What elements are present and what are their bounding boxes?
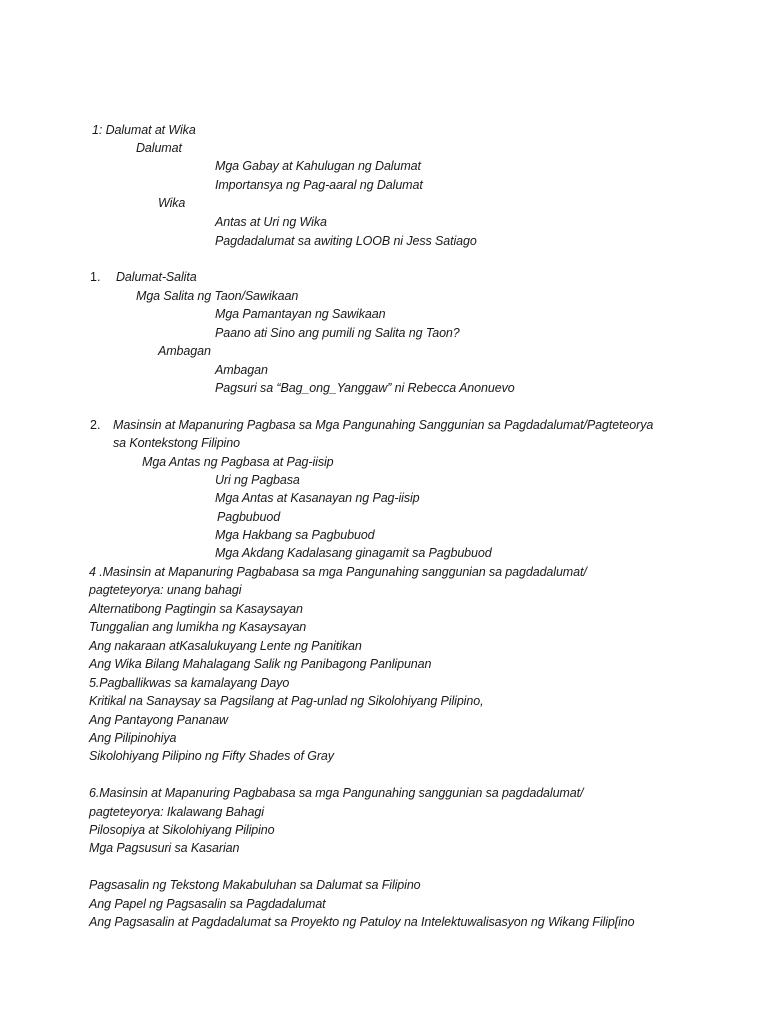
section-heading-cont: sa Kontekstong Filipino — [113, 436, 240, 450]
section-1-heading: 1: Dalumat at Wika — [92, 123, 196, 137]
section-heading: 4 .Masinsin at Mapanuring Pagbabasa sa mga Pangunahing sanggunian sa pagdadalumat/ — [89, 565, 587, 579]
topic-line: Mga Pagsusuri sa Kasarian — [89, 841, 240, 855]
topic-line: Ang Pantayong Pananaw — [89, 713, 228, 727]
subtopic-line: Pagsuri sa “Bag_ong_Yanggaw” ni Rebecca Anonuevo — [215, 381, 515, 395]
subtopic-line: Pagdadalumat sa awiting LOOB ni Jess Satiago — [215, 234, 477, 248]
topic-line: Ang Wika Bilang Mahalagang Salik ng Panibagong Panlipunan — [89, 657, 432, 671]
topic-dalumat: Dalumat — [136, 141, 182, 155]
topic-line: Ang nakaraan atKasalukuyang Lente ng Panitikan — [89, 639, 362, 653]
section-heading: Masinsin at Mapanuring Pagbasa sa Mga Pangunahing Sanggunian sa Pagdadalumat/Pagteteorya — [113, 418, 654, 432]
subtopic-line: Antas at Uri ng Wika — [215, 215, 327, 229]
topic-line: Ang Pilipinohiya — [89, 731, 177, 745]
subtopic-line: Mga Antas at Kasanayan ng Pag-iisip — [215, 491, 420, 505]
subtopic-line: Mga Pamantayan ng Sawikaan — [215, 307, 386, 321]
subtopic-line: Mga Gabay at Kahulugan ng Dalumat — [215, 159, 421, 173]
section-heading-cont: pagteteyorya: unang bahagi — [89, 583, 242, 597]
topic-line: Sikolohiyang Pilipino ng Fifty Shades of Gray — [89, 749, 334, 763]
topic-line: Tunggalian ang lumikha ng Kasaysayan — [89, 620, 307, 634]
topic-line: Kritikal na Sanaysay sa Pagsilang at Pag-unlad ng Sikolohiyang Pilipino, — [89, 694, 484, 708]
subtopic-line: Uri ng Pagbasa — [215, 473, 300, 487]
topic-line: Ang Papel ng Pagsasalin sa Pagdadalumat — [89, 897, 326, 911]
topic-wika: Wika — [158, 196, 186, 210]
subtopic-line: Ambagan — [215, 363, 268, 377]
section-heading: 5.Pagballikwas sa kamalayang Dayo — [89, 676, 290, 690]
section-heading: Pagsasalin ng Tekstong Makabuluhan sa Dalumat sa Filipino — [89, 878, 421, 892]
list-number: 2. — [90, 418, 101, 432]
topic-line: Alternatibong Pagtingin sa Kasaysayan — [89, 602, 303, 616]
subtopic-line: Paano ati Sino ang pumili ng Salita ng Taon? — [215, 326, 460, 340]
topic-line: Mga Salita ng Taon/Sawikaan — [136, 289, 299, 303]
section-heading: 6.Masinsin at Mapanuring Pagbabasa sa mga Pangunahing sanggunian sa pagdadalumat/ — [89, 786, 584, 800]
list-number: 1. — [90, 270, 101, 284]
topic-line: Ambagan — [158, 344, 211, 358]
section-heading: Dalumat-Salita — [116, 270, 197, 284]
subtopic-line: Mga Akdang Kadalasang ginagamit sa Pagbubuod — [215, 546, 492, 560]
section-heading-cont: pagteteyorya: Ikalawang Bahagi — [89, 805, 264, 819]
topic-line: Pilosopiya at Sikolohiyang Pilipino — [89, 823, 275, 837]
subtopic-line: Importansya ng Pag-aaral ng Dalumat — [215, 178, 423, 192]
topic-line: Ang Pagsasalin at Pagdadalumat sa Proyekto ng Patuloy na Intelektuwalisasyon ng Wikang Filip[ino — [89, 915, 635, 929]
topic-line: Mga Antas ng Pagbasa at Pag-iisip — [142, 455, 334, 469]
subtopic-line: Mga Hakbang sa Pagbubuod — [215, 528, 375, 542]
subtopic-line: Pagbubuod — [217, 510, 281, 524]
